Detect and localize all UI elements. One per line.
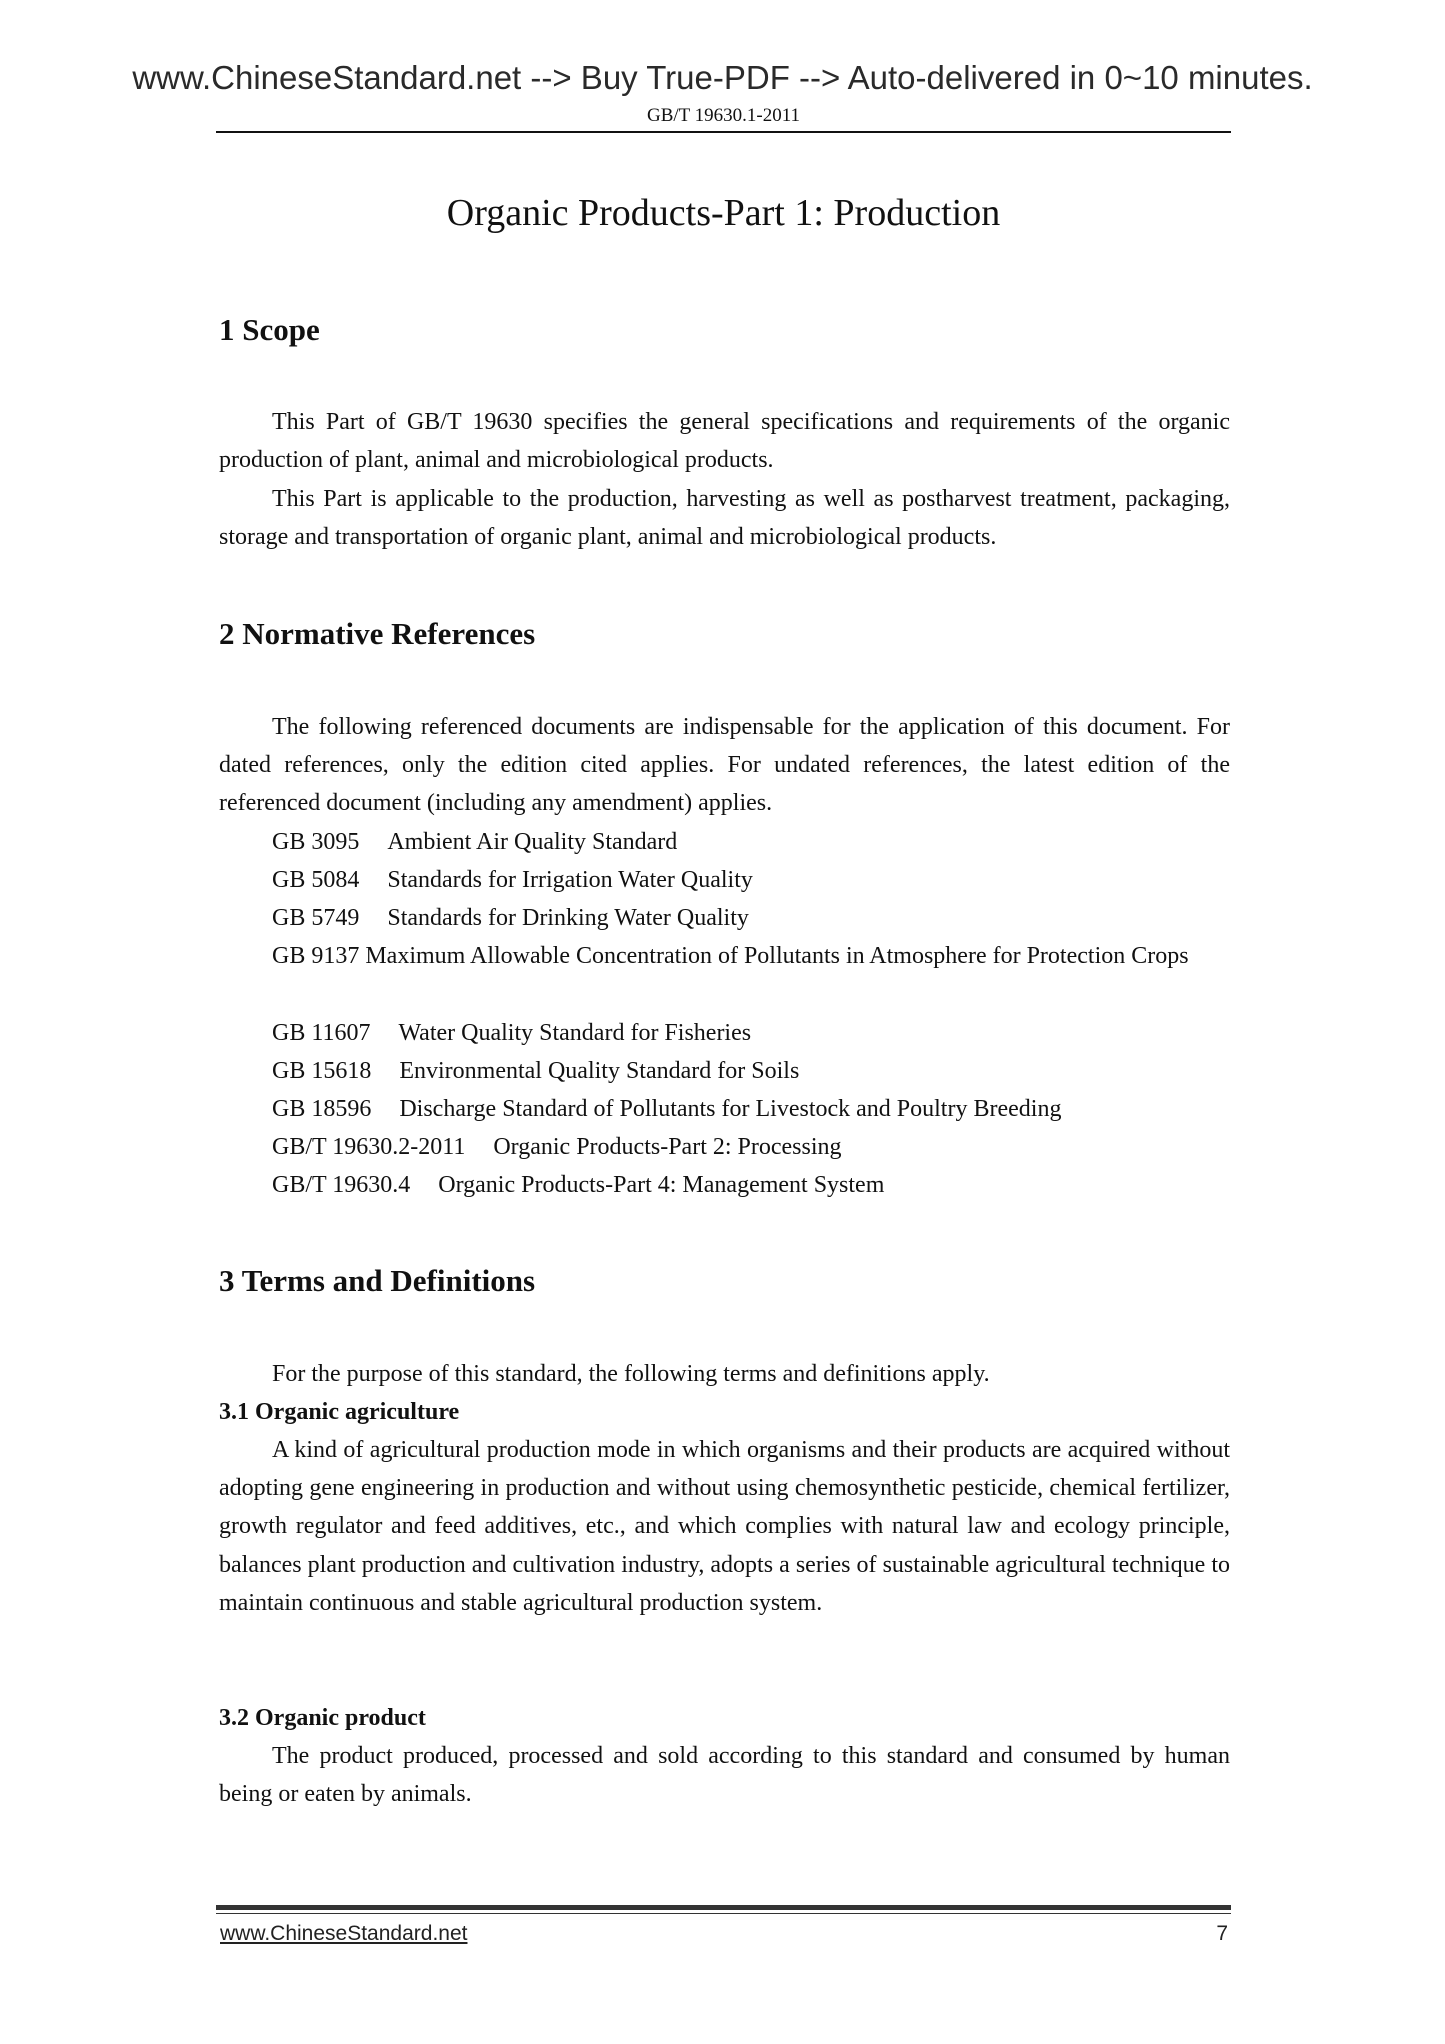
section-heading-normative-references: 2 Normative References (219, 616, 536, 651)
reference-item (272, 1052, 799, 1090)
reference-title: Maximum Allowable Concentration of Pollutants in Atmosphere for Protection Crops (365, 943, 1189, 969)
reference-title: Standards for Drinking Water Quality (387, 905, 749, 931)
footer-website-link[interactable]: www.ChineseStandard.net (220, 1922, 468, 1945)
page-title: Organic Products-Part 1: Production (446, 192, 1001, 234)
reference-item (272, 1128, 842, 1166)
term-title: 3.1 Organic agriculture (219, 1399, 460, 1425)
terms-intro: For the purpose of this standard, the following terms and definitions apply. (272, 1361, 990, 1387)
reference-title: Organic Products-Part 4: Management System (438, 1172, 885, 1198)
reference-code: GB 15618 (272, 1058, 372, 1084)
reference-code: GB/T 19630.4 (272, 1172, 411, 1198)
term-title: 3.2 Organic product (219, 1705, 426, 1731)
section-heading-terms: 3 Terms and Definitions (219, 1263, 536, 1298)
reference-title: Standards for Irrigation Water Quality (387, 867, 753, 893)
standard-code: GB/T 19630.1-2011 (646, 105, 801, 126)
reference-code: GB 11607 (272, 1020, 371, 1046)
reference-item (272, 823, 677, 861)
normative-intro: The following referenced documents are indispensable for the application of this document. For dated references, only the edition cited applies. For undated references, the latest edition of the referenced document (including any amendment) applies. (219, 714, 1230, 817)
reference-title: Discharge Standard of Pollutants for Livestock and Poultry Breeding (399, 1096, 1062, 1122)
reference-code: GB 18596 (272, 1096, 372, 1122)
header-rule (216, 131, 1231, 133)
reference-code: GB 9137 (272, 943, 360, 969)
reference-item (272, 1014, 751, 1052)
reference-item (272, 1166, 884, 1204)
reference-code: GB 5084 (272, 867, 360, 893)
reference-title: Environmental Quality Standard for Soils (399, 1058, 800, 1084)
scope-paragraph-1: This Part of GB/T 19630 specifies the general specifications and requirements of the organic production of plant, animal and microbiological products. (219, 409, 1230, 474)
reference-title: Water Quality Standard for Fisheries (398, 1020, 752, 1046)
reference-title: Ambient Air Quality Standard (387, 829, 678, 855)
term-definition: The product produced, processed and sold according to this standard and consumed by human being or eaten by animals. (219, 1743, 1230, 1808)
reference-code: GB 5749 (272, 905, 360, 931)
reference-title: Organic Products-Part 2: Processing (493, 1134, 842, 1160)
term-definition: A kind of agricultural production mode in which organisms and their products are acquired without adopting gene engineering in production and without using chemosynthetic pesticide, chemical fertilizer, growth regulator and feed additives, etc., and which complies with natural law and ecology principle, balances plant production and cultivation industry, adopts a series of sustainable agricultural technique to maintain continuous and stable agricultural production system. (219, 1437, 1230, 1616)
reference-code: GB/T 19630.2-2011 (272, 1134, 466, 1160)
reference-item (219, 937, 1230, 975)
reference-item (272, 899, 749, 937)
reference-item (272, 861, 753, 899)
reference-item (272, 1090, 1061, 1128)
top-banner[interactable]: www.ChineseStandard.net --> Buy True-PDF --> Auto-delivered in 0~10 minutes. (132, 59, 1313, 96)
section-heading-scope: 1 Scope (219, 312, 320, 347)
footer-rule-thin (216, 1913, 1231, 1914)
page-number: 7 (1216, 1922, 1228, 1945)
footer-rule (216, 1905, 1231, 1910)
scope-paragraph-2: This Part is applicable to the production, harvesting as well as postharvest treatment, packaging, storage and transportation of organic plant, animal and microbiological products. (219, 486, 1230, 551)
reference-code: GB 3095 (272, 829, 360, 855)
